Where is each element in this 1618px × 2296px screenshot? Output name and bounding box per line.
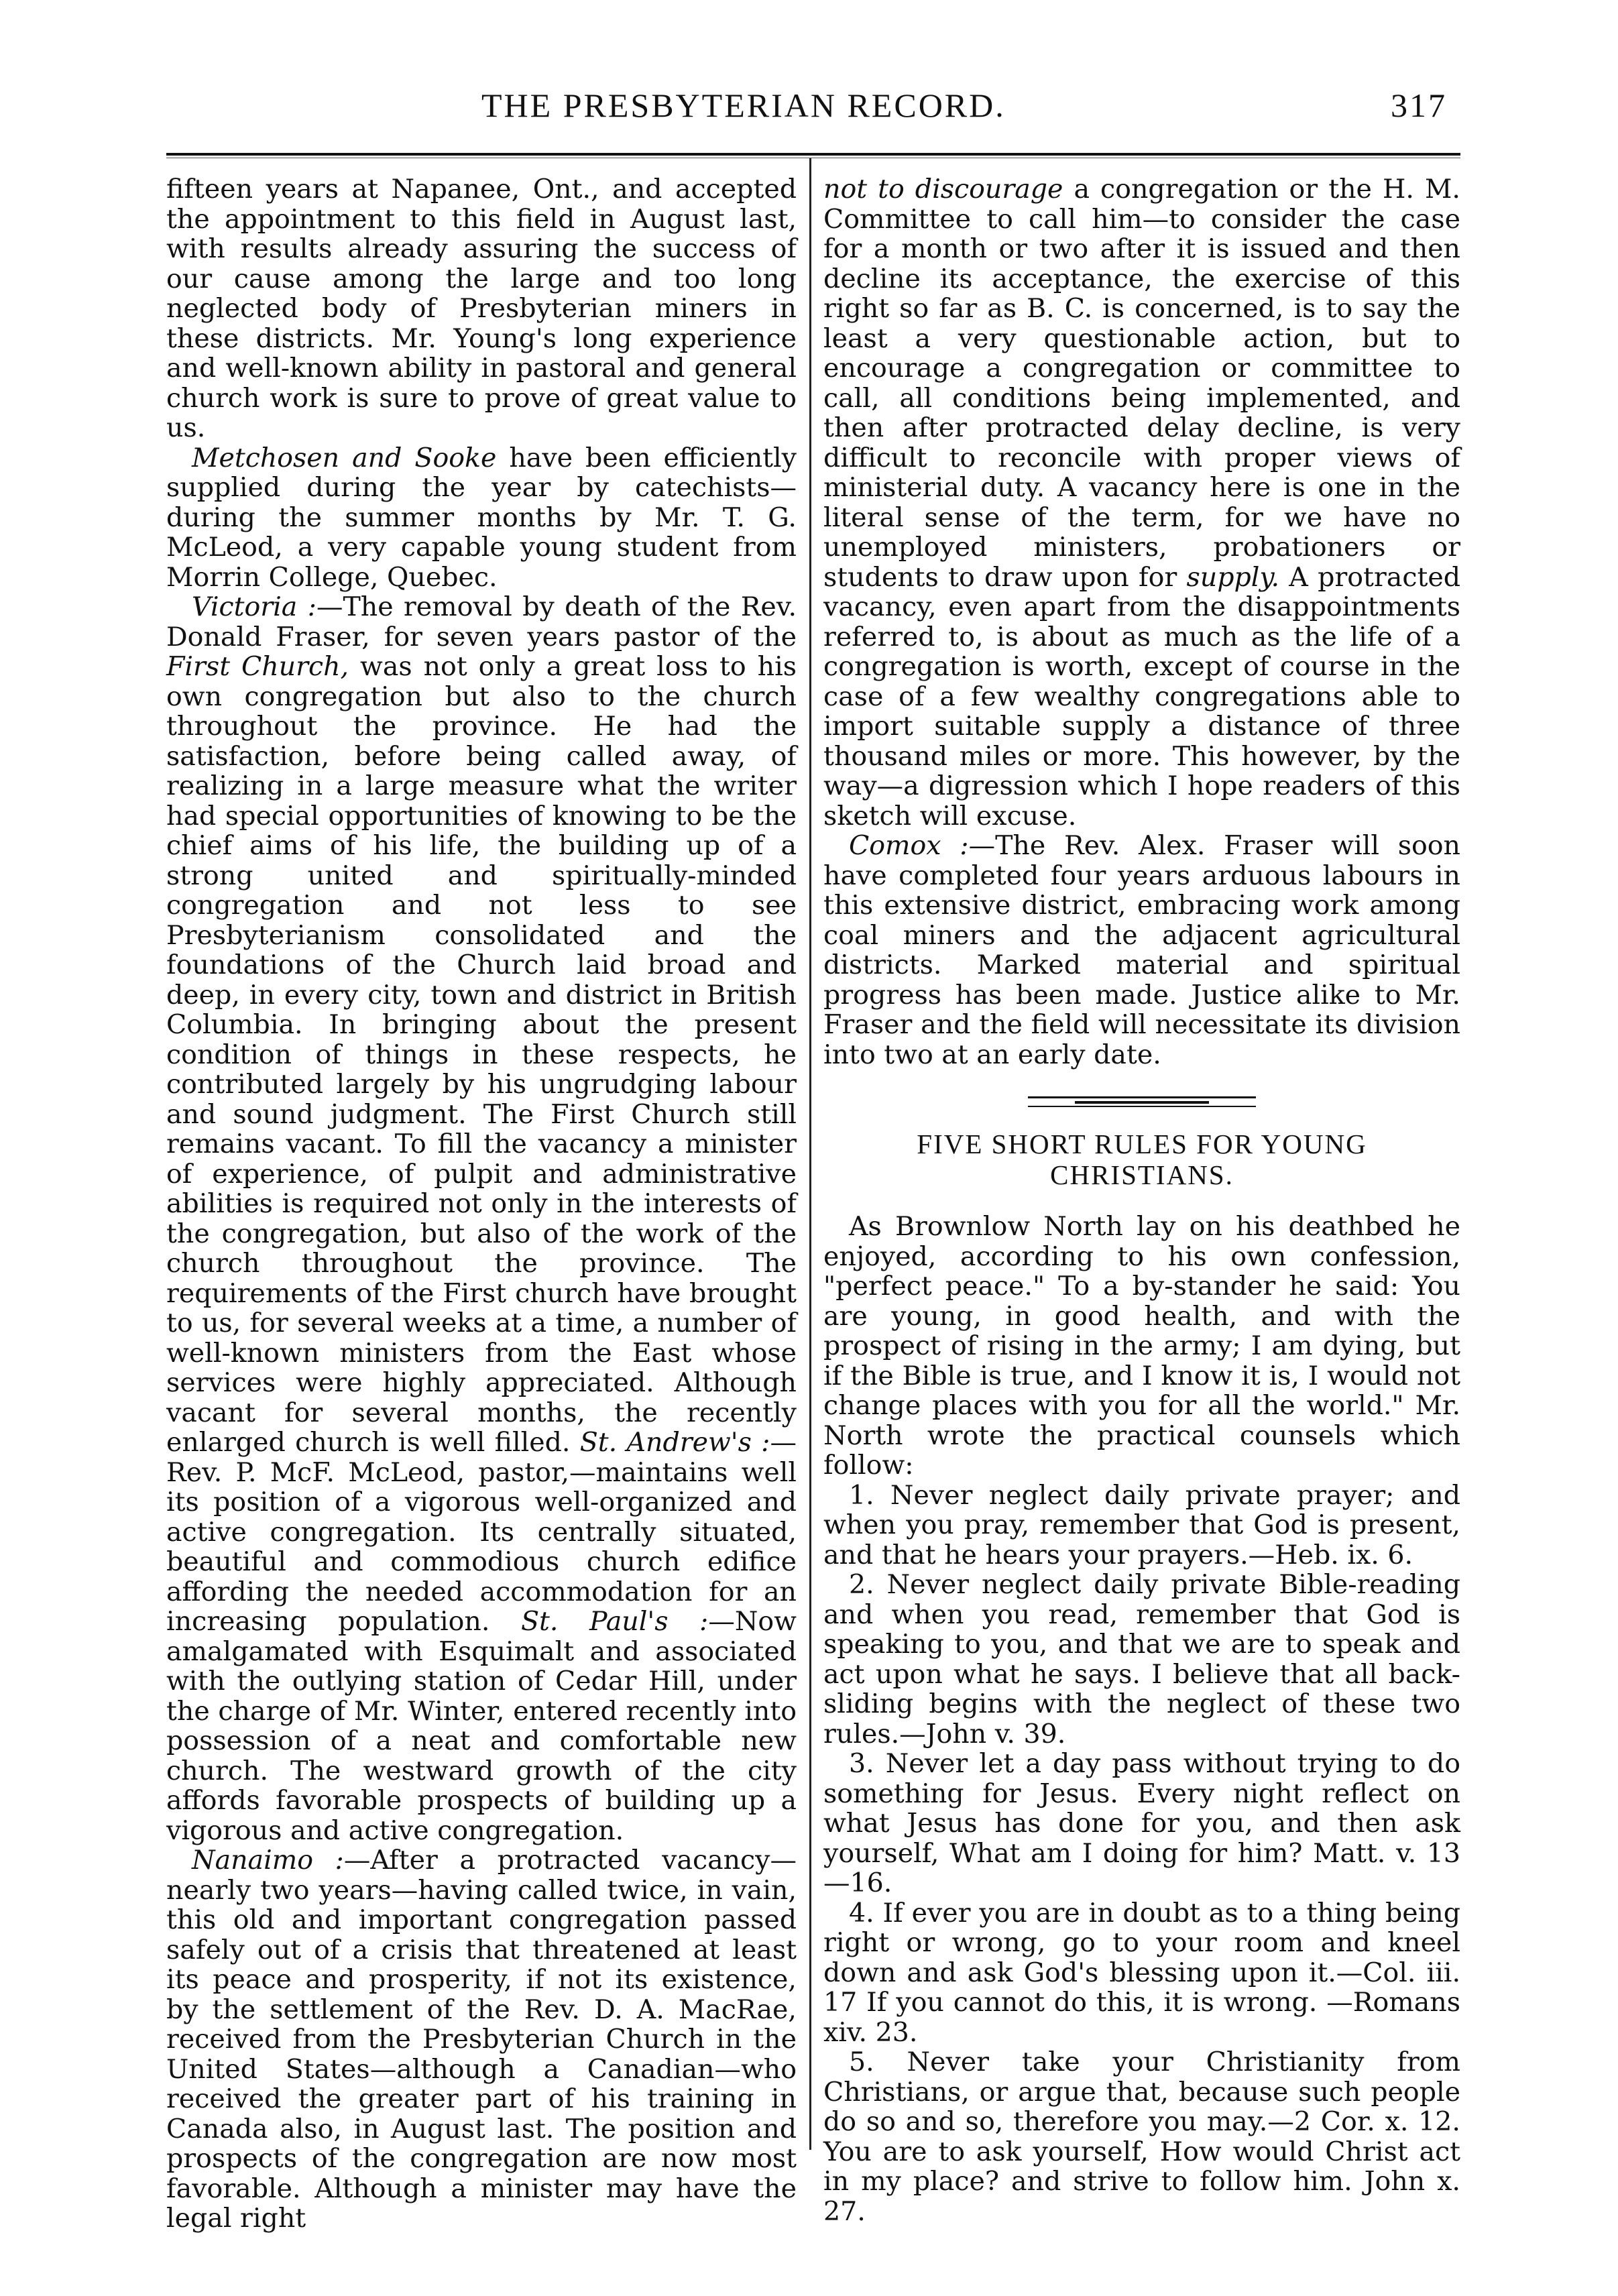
place-heading-st-pauls: St. Paul's : — [520, 1606, 709, 1637]
header-rule — [166, 153, 1460, 156]
paragraph-victoria: Victoria :—The removal by death of the Rev. Donald Fraser, for seven years pastor of the First Church, was not only a great loss to his own congregation but also to the church throughout the province. He had the satisfaction, before being called away, of realizing in a large measure what the writer had special opportunities of knowing to be the chief aims of his life, the building up of a strong united and spiritually-minded congregation and not less to see Presbyterianism consolidated and the foundations of the Church laid broad and deep, in every city, town and district in British Columbia. In bringing about the present condition of things in these respects, he contributed largely by his ungrudging labour and sound judgment. The First Church still remains vacant. To fill the vacancy a minister of experience, of pulpit and administrative abilities is required not only in the interests of the congregation, but also of the work of the church throughout the province. The requirements of the First church have brought to us, for several weeks at a time, a number of well-known ministers from the East whose services were highly appreciated. Although vacant for several months, the recently enlarged church is well filled. St. Andrew's :—Rev. P. McF. McLeod, pastor,—maintains well its position of a vigorous well-organized and active congregation. Its centrally situated, beautiful and commodious church edifice affording the needed accommodation for an increasing population. St. Paul's :—Now amalgamated with Esquimalt and associated with the outlying station of Cedar Hill, under the charge of Mr. Winter, entered recently into possession of a neat and comfortable new church. The westward growth of the city affords favorable prospects of building up a vigorous and active congregation. — [166, 591, 797, 1846]
place-heading-nanaimo: Nanaimo : — [192, 1845, 344, 1876]
paragraph-comox: Comox :—The Rev. Alex. Fraser will soon have completed four years arduous labours in this extensive district, embracing work among coal miners and the adjacent agricultural districts. Marked material and spiritual progress has been made. Justice alike to Mr. Fraser and the field will necessitate its division into two at an early date. — [823, 830, 1460, 1070]
right-column — [823, 174, 1460, 2226]
place-heading-comox: Comox : — [849, 830, 969, 861]
section-ornament — [1028, 1094, 1256, 1108]
rule-item: 2. Never neglect daily private Bible-reading and when you read, remember that God is speaking to you, and that we are to speak and act upon what he says. I believe that all back-sliding begins with the neglect of these two rules.—John v. 39. — [823, 1569, 1460, 1749]
rule-item: 4. If ever you are in doubt as to a thing being right or wrong, go to your room and kneel down and ask God's blessing upon it.—Col. iii. 17 If you cannot do this, it is wrong. —Romans xiv. 23. — [823, 1897, 1460, 2048]
paragraph-vacancy: not to discourage a congregation or the H. M. Committee to call him—to consider the case for a month or two after it is issued and then decline its acceptance, the exercise of this right so far as B. C. is concerned, is to say the least a very questionable action, but to encourage a congregation or committee to call, all conditions being implemented, and then after protracted delay decline, is very difficult to reconcile with proper views of ministerial duty. A vacancy here is one in the literal sense of the term, for we have no unemployed ministers, probationers or students to draw upon for supply. A protracted vacancy, even apart from the disappointments referred to, is about as much as the life of a congregation is worth, except of course in the case of a few wealthy congregations able to import suitable supply a distance of three thousand miles or more. This however, by the way—a digression which I hope readers of this sketch will excuse. — [823, 174, 1460, 831]
left-column — [166, 174, 797, 2234]
paragraph-intro: As Brownlow North lay on his deathbed he enjoyed, according to his own confession, "perfect peace." To a by-stander he said: You are young, in good health, and with the prospect of rising in the army; I am dying, but if the Bible is true, and I know it is, I would not change places with you for all the world." Mr. North wrote the practical counsels which follow: — [823, 1211, 1460, 1481]
page-number: 317 — [1391, 87, 1447, 124]
running-title: THE PRESBYTERIAN RECORD. — [481, 87, 1006, 124]
place-heading-st-andrews: St. Andrew's : — [579, 1427, 770, 1458]
section-title: FIVE SHORT RULES FOR YOUNG CHRISTIANS. — [917, 1129, 1367, 1190]
paragraph-metchosen: Metchosen and Sooke have been efficiently supplied during the year by catechists—during the summer months by Mr. T. G. McLeod, a very capable young student from Morrin College, Quebec. — [166, 442, 797, 593]
rule-item: 3. Never let a day pass without trying to do something for Jesus. Every night reflect on what Jesus has done for you, and then ask yourself, What am I doing for him? Matt. v. 13—16. — [823, 1748, 1460, 1898]
paragraph-nanaimo: Nanaimo :—After a protracted vacancy—nearly two years—having called twice, in vain, this old and important congregation passed safely out of a crisis that threatened at least its peace and prosperity, if not its existence, by the settlement of the Rev. D. A. MacRae, received from the Presbyterian Church in the United States—although a Canadian—who received the greater part of his training in Canada also, in August last. The position and prospects of the congregation are now most favorable. Although a minister may have the legal right — [166, 1845, 797, 2234]
rule-item: 1. Never neglect daily private prayer; and when you pray, remember that God is present, and that he hears your prayers.—Heb. ix. 6. — [823, 1479, 1460, 1570]
place-heading-metchosen: Metchosen and Sooke — [192, 442, 497, 473]
column-divider — [809, 158, 811, 2150]
rule-item: 5. Never take your Christianity from Christians, or argue that, because such people do so and so, therefore you may.—2 Cor. x. 12. You are to ask yourself, How would Christ act in my place? and strive to follow him. John x. 27. — [823, 2047, 1460, 2227]
paragraph-napanee: fifteen years at Napanee, Ont., and accepted the appointment to this field in August last, with results already assuring the success of our cause among the large and too long neglected body of Presbyterian miners in these districts. Mr. Young's long experience and well-known ability in pastoral and general church work is sure to prove of great value to us. — [166, 174, 797, 443]
place-heading-victoria: Victoria : — [192, 591, 316, 622]
page-header — [166, 86, 1460, 139]
